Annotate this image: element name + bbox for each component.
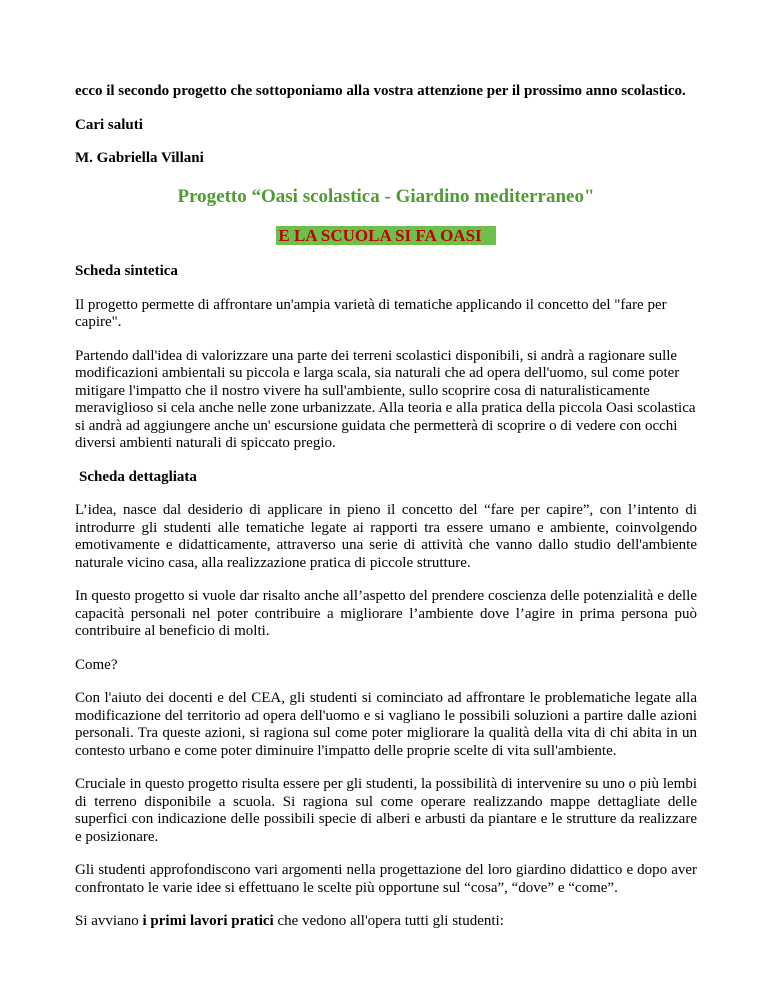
- project-subtitle: E LA SCUOLA SI FA OASI: [276, 226, 495, 245]
- paragraph-dettagliata-1: L’idea, nasce dal desiderio di applicare in pieno il concetto del “fare per capire”, con l’intento di introdurre gli studenti alle tematiche legate ai rapporti tra essere umano e ambiente, coinvolgendo emotivamente e didatticamente, attraverso una serie di attività che vanno dallo studio dell'ambiente naturale vicino casa, alla realizzazione pratica di piccole strutture.: [75, 502, 697, 571]
- paragraph-last: [75, 913, 697, 931]
- intro-line: ecco il secondo progetto che sottoponiamo alla vostra attenzione per il prossimo anno scolastico.: [75, 83, 686, 99]
- last-pre: Si avviano: [75, 913, 143, 929]
- paragraph-dettagliata-2: In questo progetto si vuole dar risalto anche all’aspetto del prendere coscienza delle potenzialità e delle capacità personali nel poter contribuire a migliorare l’ambiente dove l’agire in prima persona può contribuire al beneficio di molti.: [75, 588, 697, 639]
- document-page: [75, 83, 697, 947]
- greeting: Cari saluti: [75, 116, 143, 133]
- paragraph-come-1: Con l'aiuto dei docenti e del CEA, gli studenti si cominciato ad affrontare le problematiche legate alla modificazione del territorio ad opera dell'uomo e si vagliano le possibili soluzioni a partire dalle azioni personali. Tra queste azioni, si ragiona sul come poter migliorare la qualità della vita di chi abita in un contesto urbano e come poter diminuire l'impatto delle proprie scelte di vita sull'ambiente.: [75, 690, 697, 759]
- paragraph-come-2: Cruciale in questo progetto risulta essere per gli studenti, la possibilità di intervenire su uno o più lembi di terreno disponibile a scuola. Si ragiona sul come operare realizzando mappe dettagliate delle superfici con indicazione delle possibili specie di alberi e arbusti da piantare e le strutture da realizzare e posizionare.: [75, 776, 697, 845]
- section-heading-dettagliata: Scheda dettagliata: [79, 468, 197, 485]
- subtitle-wrap: [75, 226, 697, 247]
- paragraph-sintetica-1: Il progetto permette di affrontare un'ampia varietà di tematiche applicando il concetto del "fare per capire".: [75, 296, 667, 330]
- paragraph-come-3: Gli studenti approfondiscono vari argomenti nella progettazione del loro giardino didattico e dopo aver confrontato le varie idee si effettuano le scelte più opportune sul “cosa”, “dove” e “come”.: [75, 862, 697, 896]
- come-heading: Come?: [75, 656, 118, 673]
- paragraph-sintetica-2: Partendo dall'idea di valorizzare una parte dei terreni scolastici disponibili, si andrà a ragionare sulle modificazioni ambientali su piccola e larga scala, sia naturali che ad opera dell'uomo, sul come poter mitigare l'impatto che il nostro vivere ha sull'ambiente, sullo scoprire cosa di naturalisticamente meraviglioso si cela anche nelle zone urbanizzate. Alla teoria e alla pratica della piccola Oasi scolastica si andrà ad aggiungere anche un' escursione guidata che permetterà di scoprire o di vedere con occhi diversi ambienti naturali di spiccato pregio.: [75, 347, 696, 451]
- signature: M. Gabriella Villani: [75, 150, 204, 166]
- last-bold: i primi lavori pratici: [142, 913, 274, 929]
- last-post: che vedono all'opera tutti gli studenti:: [273, 913, 504, 929]
- project-title: Progetto “Oasi scolastica - Giardino mediterraneo": [177, 185, 595, 207]
- section-heading-sintetica: Scheda sintetica: [75, 263, 178, 279]
